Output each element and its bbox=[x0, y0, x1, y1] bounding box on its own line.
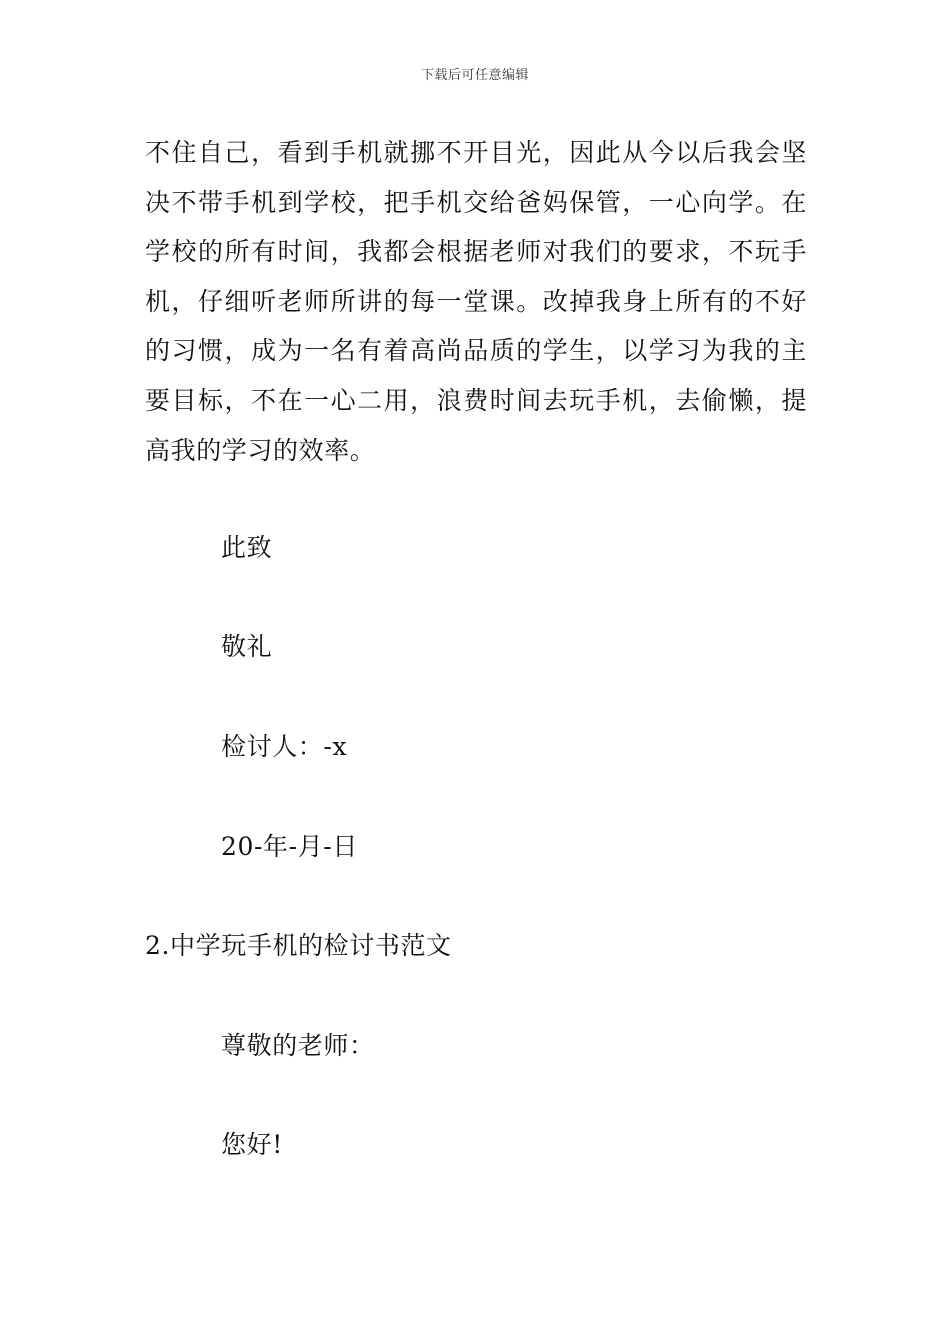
body-paragraph: 不住自己，看到手机就挪不开目光，因此从今以后我会坚决不带手机到学校，把手机交给爸妈保管，一心向学。在学校的所有时间，我都会根据老师对我们的要求，不玩手机，仔细听老师所讲的每一堂课。改掉我身上所有的不好的习惯，成为一名有着高尚品质的学生，以学习为我的主要目标，不在一心二用，浪费时间去玩手机，去偷懒，提高我的学习的效率。 bbox=[145, 138, 807, 465]
greeting-line: 您好! bbox=[221, 1130, 283, 1159]
salutation-line: 尊敬的老师： bbox=[221, 1031, 375, 1060]
page-header-note: 下载后可任意编辑 bbox=[420, 68, 529, 83]
section-heading: 2.中学玩手机的检讨书范文 bbox=[145, 931, 452, 960]
date-line: 20-年-月-日 bbox=[221, 832, 358, 861]
closing-line-2: 敬礼 bbox=[221, 632, 273, 661]
closing-line-1: 此致 bbox=[221, 533, 273, 562]
signer-line: 检讨人：-x bbox=[221, 732, 348, 761]
